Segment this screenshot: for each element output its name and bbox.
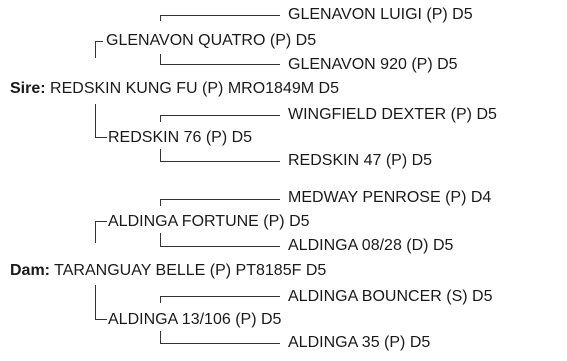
connector-line (95, 285, 96, 319)
sire-sire-dam-name: GLENAVON 920 (P) D5 (288, 56, 458, 73)
connector-line (160, 199, 161, 206)
connector-line (160, 233, 161, 246)
connector-line (160, 64, 280, 65)
connector-line (160, 331, 161, 343)
connector-line (160, 199, 280, 200)
connector-line (95, 41, 103, 42)
connector-line (160, 115, 280, 116)
sire-label: Sire: (10, 80, 46, 97)
dam-line (10, 262, 326, 280)
connector-line (95, 41, 96, 58)
connector-line (95, 104, 96, 137)
sire-dam-dam-name: REDSKIN 47 (P) D5 (288, 152, 433, 169)
dam-sire-sire-name: MEDWAY PENROSE (P) D4 (288, 189, 492, 206)
dam-dam-sire-name: ALDINGA BOUNCER (S) D5 (288, 288, 493, 305)
dam-sire-dam-name: ALDINGA 08/28 (D) D5 (288, 237, 454, 254)
connector-line (95, 221, 96, 243)
connector-line (160, 246, 280, 247)
connector-line (160, 161, 280, 162)
connector-line (95, 137, 107, 138)
connector-line (160, 115, 161, 122)
dam-dam-dam-name: ALDINGA 35 (P) D5 (288, 334, 431, 351)
connector-line (160, 54, 161, 64)
dam-sire-name: ALDINGA FORTUNE (P) D5 (108, 213, 310, 230)
sire-name: REDSKIN KUNG FU (P) MRO1849M D5 (50, 80, 339, 97)
connector-line (95, 221, 107, 222)
connector-line (160, 343, 280, 344)
sire-line (10, 80, 339, 98)
connector-line (160, 149, 161, 161)
sire-sire-name: GLENAVON QUATRO (P) D5 (106, 32, 317, 49)
connector-line (160, 296, 161, 303)
dam-dam-name: ALDINGA 13/106 (P) D5 (108, 311, 282, 328)
dam-label: Dam: (10, 262, 51, 279)
dam-name: TARANGUAY BELLE (P) PT8185F D5 (54, 262, 327, 279)
connector-line (160, 296, 280, 297)
sire-dam-name: REDSKIN 76 (P) D5 (108, 129, 253, 146)
connector-line (95, 319, 107, 320)
connector-line (160, 15, 280, 16)
sire-dam-sire-name: WINGFIELD DEXTER (P) D5 (288, 106, 497, 123)
sire-sire-sire-name: GLENAVON LUIGI (P) D5 (288, 6, 473, 23)
